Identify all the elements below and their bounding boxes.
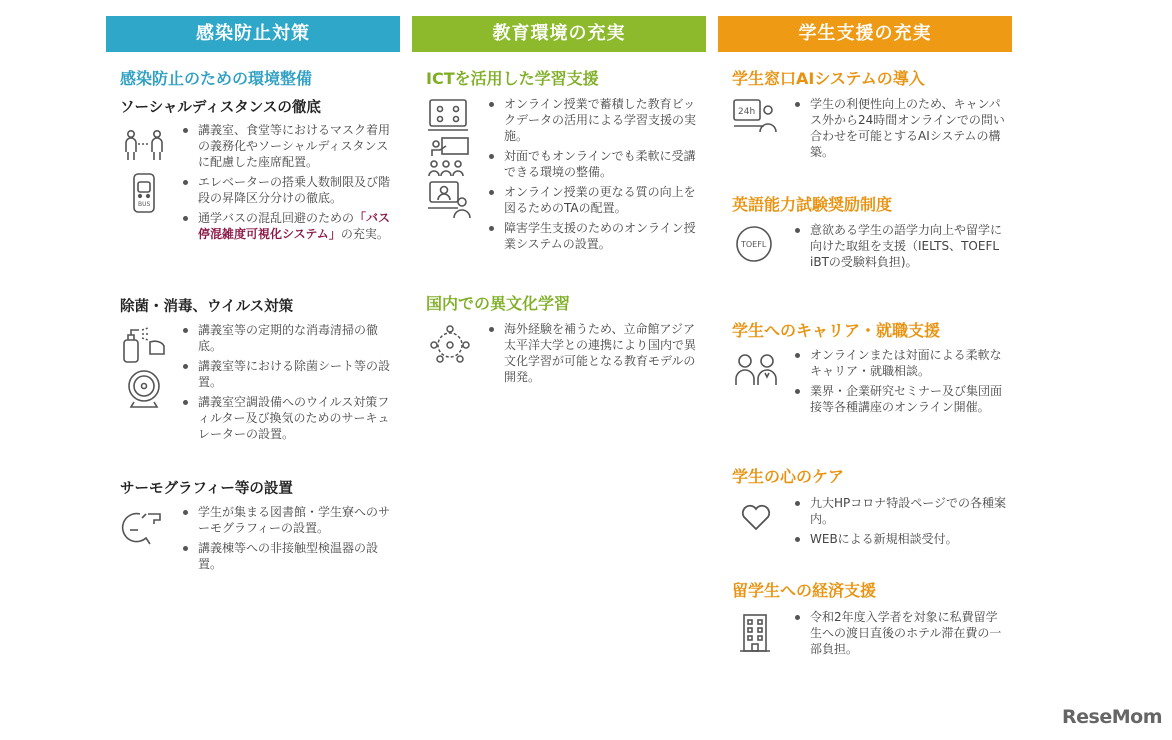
subsection-title: 除菌・消毒、ウイルス対策: [120, 299, 294, 315]
job-seekers-icon: [732, 347, 780, 391]
column-header: 学生支援の充実: [718, 16, 1012, 52]
list-item: 意欲ある学生の語学力向上や留学に向けた取組を支援（IELTS、TOEFL iBTの受験料負担)。: [790, 222, 1008, 270]
list-item: オンラインまたは対面による柔軟なキャリア・就職相談。: [790, 347, 1008, 379]
svg-text:BUS: BUS: [138, 201, 151, 208]
bullet-list: [178, 322, 396, 446]
bullet-list: [790, 96, 1008, 164]
section-title: 感染防止のための環境整備: [120, 69, 313, 88]
section-title: 学生へのキャリア・就職支援: [732, 321, 941, 340]
bullet-list: [178, 504, 396, 576]
section-title: 学生の心のケア: [732, 467, 845, 486]
list-item-text: 通学バスの混乱回避のための: [198, 211, 355, 225]
column-education-environment: [412, 16, 706, 384]
list-item: WEBによる新規相談受付。: [790, 531, 1008, 547]
bullet-list: [790, 495, 1008, 551]
list-item: 業界・企業研究セミナー及び集団面接等各種講座のオンライン開催。: [790, 383, 1008, 415]
list-item: オンライン授業で蓄積した教育ビックデータの活用による学習支援の実施。: [484, 96, 702, 144]
bus-system-emphasis: 「バス停混雑度可視化システム」: [198, 211, 391, 241]
column-infection-prevention: [106, 16, 400, 571]
toefl-label: TOEFL: [741, 240, 767, 249]
list-item: 講義棟等への非接触型検温器の設置。: [178, 540, 396, 572]
section-title: 国内での異文化学習: [426, 294, 571, 313]
list-item: 対面でもオンラインでも柔軟に受講できる環境の整備。: [484, 148, 702, 180]
list-item: 学生の利便性向上のため、キャンパス外から24時間オンラインでの問い合わせを可能とするAIシステムの構築。: [790, 96, 1008, 160]
list-item: 講義室等における除菌シート等の設置。: [178, 358, 396, 390]
bullet-list: [178, 122, 396, 246]
online-class-icon: [426, 96, 474, 140]
list-item: 障害学生支援のためのオンライン授業システムの設置。: [484, 220, 702, 252]
sanitizer-spray-icon: [120, 322, 168, 366]
building-icon: [732, 611, 780, 655]
bullet-list: [484, 321, 702, 389]
column-header: 感染防止対策: [106, 16, 400, 52]
bullet-list: [484, 96, 702, 256]
section-title: 英語能力試験奨励制度: [732, 195, 893, 214]
list-item: 講義室空調設備へのウイルス対策フィルター及び換気のためのサーキュレーターの設置。: [178, 394, 396, 442]
column-student-support: [718, 16, 1012, 656]
bus-phone-icon: [120, 172, 168, 216]
lecture-audience-icon: [426, 136, 474, 180]
subsection-title: ソーシャルディスタンスの徹底: [120, 100, 321, 116]
heart-icon: [732, 495, 780, 539]
section-title: 学生窓口AIシステムの導入: [732, 69, 925, 88]
list-item: 令和2年度入学者を対象に私費留学生への渡日直後のホテル滞在費の一部負担。: [790, 609, 1008, 657]
toefl-badge-icon: [732, 222, 780, 266]
24h-label: 24h: [738, 107, 756, 117]
list-item: 九大HPコロナ特設ページでの各種案内。: [790, 495, 1008, 527]
bullet-list: [790, 347, 1008, 419]
24h-support-icon: [732, 96, 780, 140]
list-item-text: の充実。: [340, 227, 389, 241]
list-item: エレベーターの搭乗人数制限及び階段の昇降区分分けの徹底。: [178, 174, 396, 206]
network-people-icon: [426, 323, 474, 367]
thermometer-face-icon: [120, 506, 168, 550]
list-item: オンライン授業の更なる質の向上を図るためのTAの配置。: [484, 184, 702, 216]
section-title: ICTを活用した学習支援: [426, 69, 599, 88]
bullet-list: [790, 609, 1008, 661]
resemom-logo: ReseMom: [1062, 706, 1162, 728]
section-title: 留学生への経済支援: [732, 581, 877, 600]
list-item: 海外経験を補うため、立命館アジア太平洋大学との連携により国内で異文化学習が可能となる教育モデルの開発。: [484, 321, 702, 385]
subsection-title: サーモグラフィー等の設置: [120, 481, 293, 497]
video-call-icon: [426, 178, 474, 222]
bullet-list: [790, 222, 1008, 274]
list-item: 講義室、食堂等におけるマスク着用の義務化やソーシャルディスタンスに配慮した座席配置。: [178, 122, 396, 170]
list-item: 学生が集まる図書館・学生寮へのサーモグラフィーの設置。: [178, 504, 396, 536]
list-item: 講義室等の定期的な消毒清掃の徹底。: [178, 322, 396, 354]
list-item: [178, 210, 396, 242]
column-header: 教育環境の充実: [412, 16, 706, 52]
social-distance-icon: [120, 122, 168, 166]
circulator-fan-icon: [120, 366, 168, 410]
